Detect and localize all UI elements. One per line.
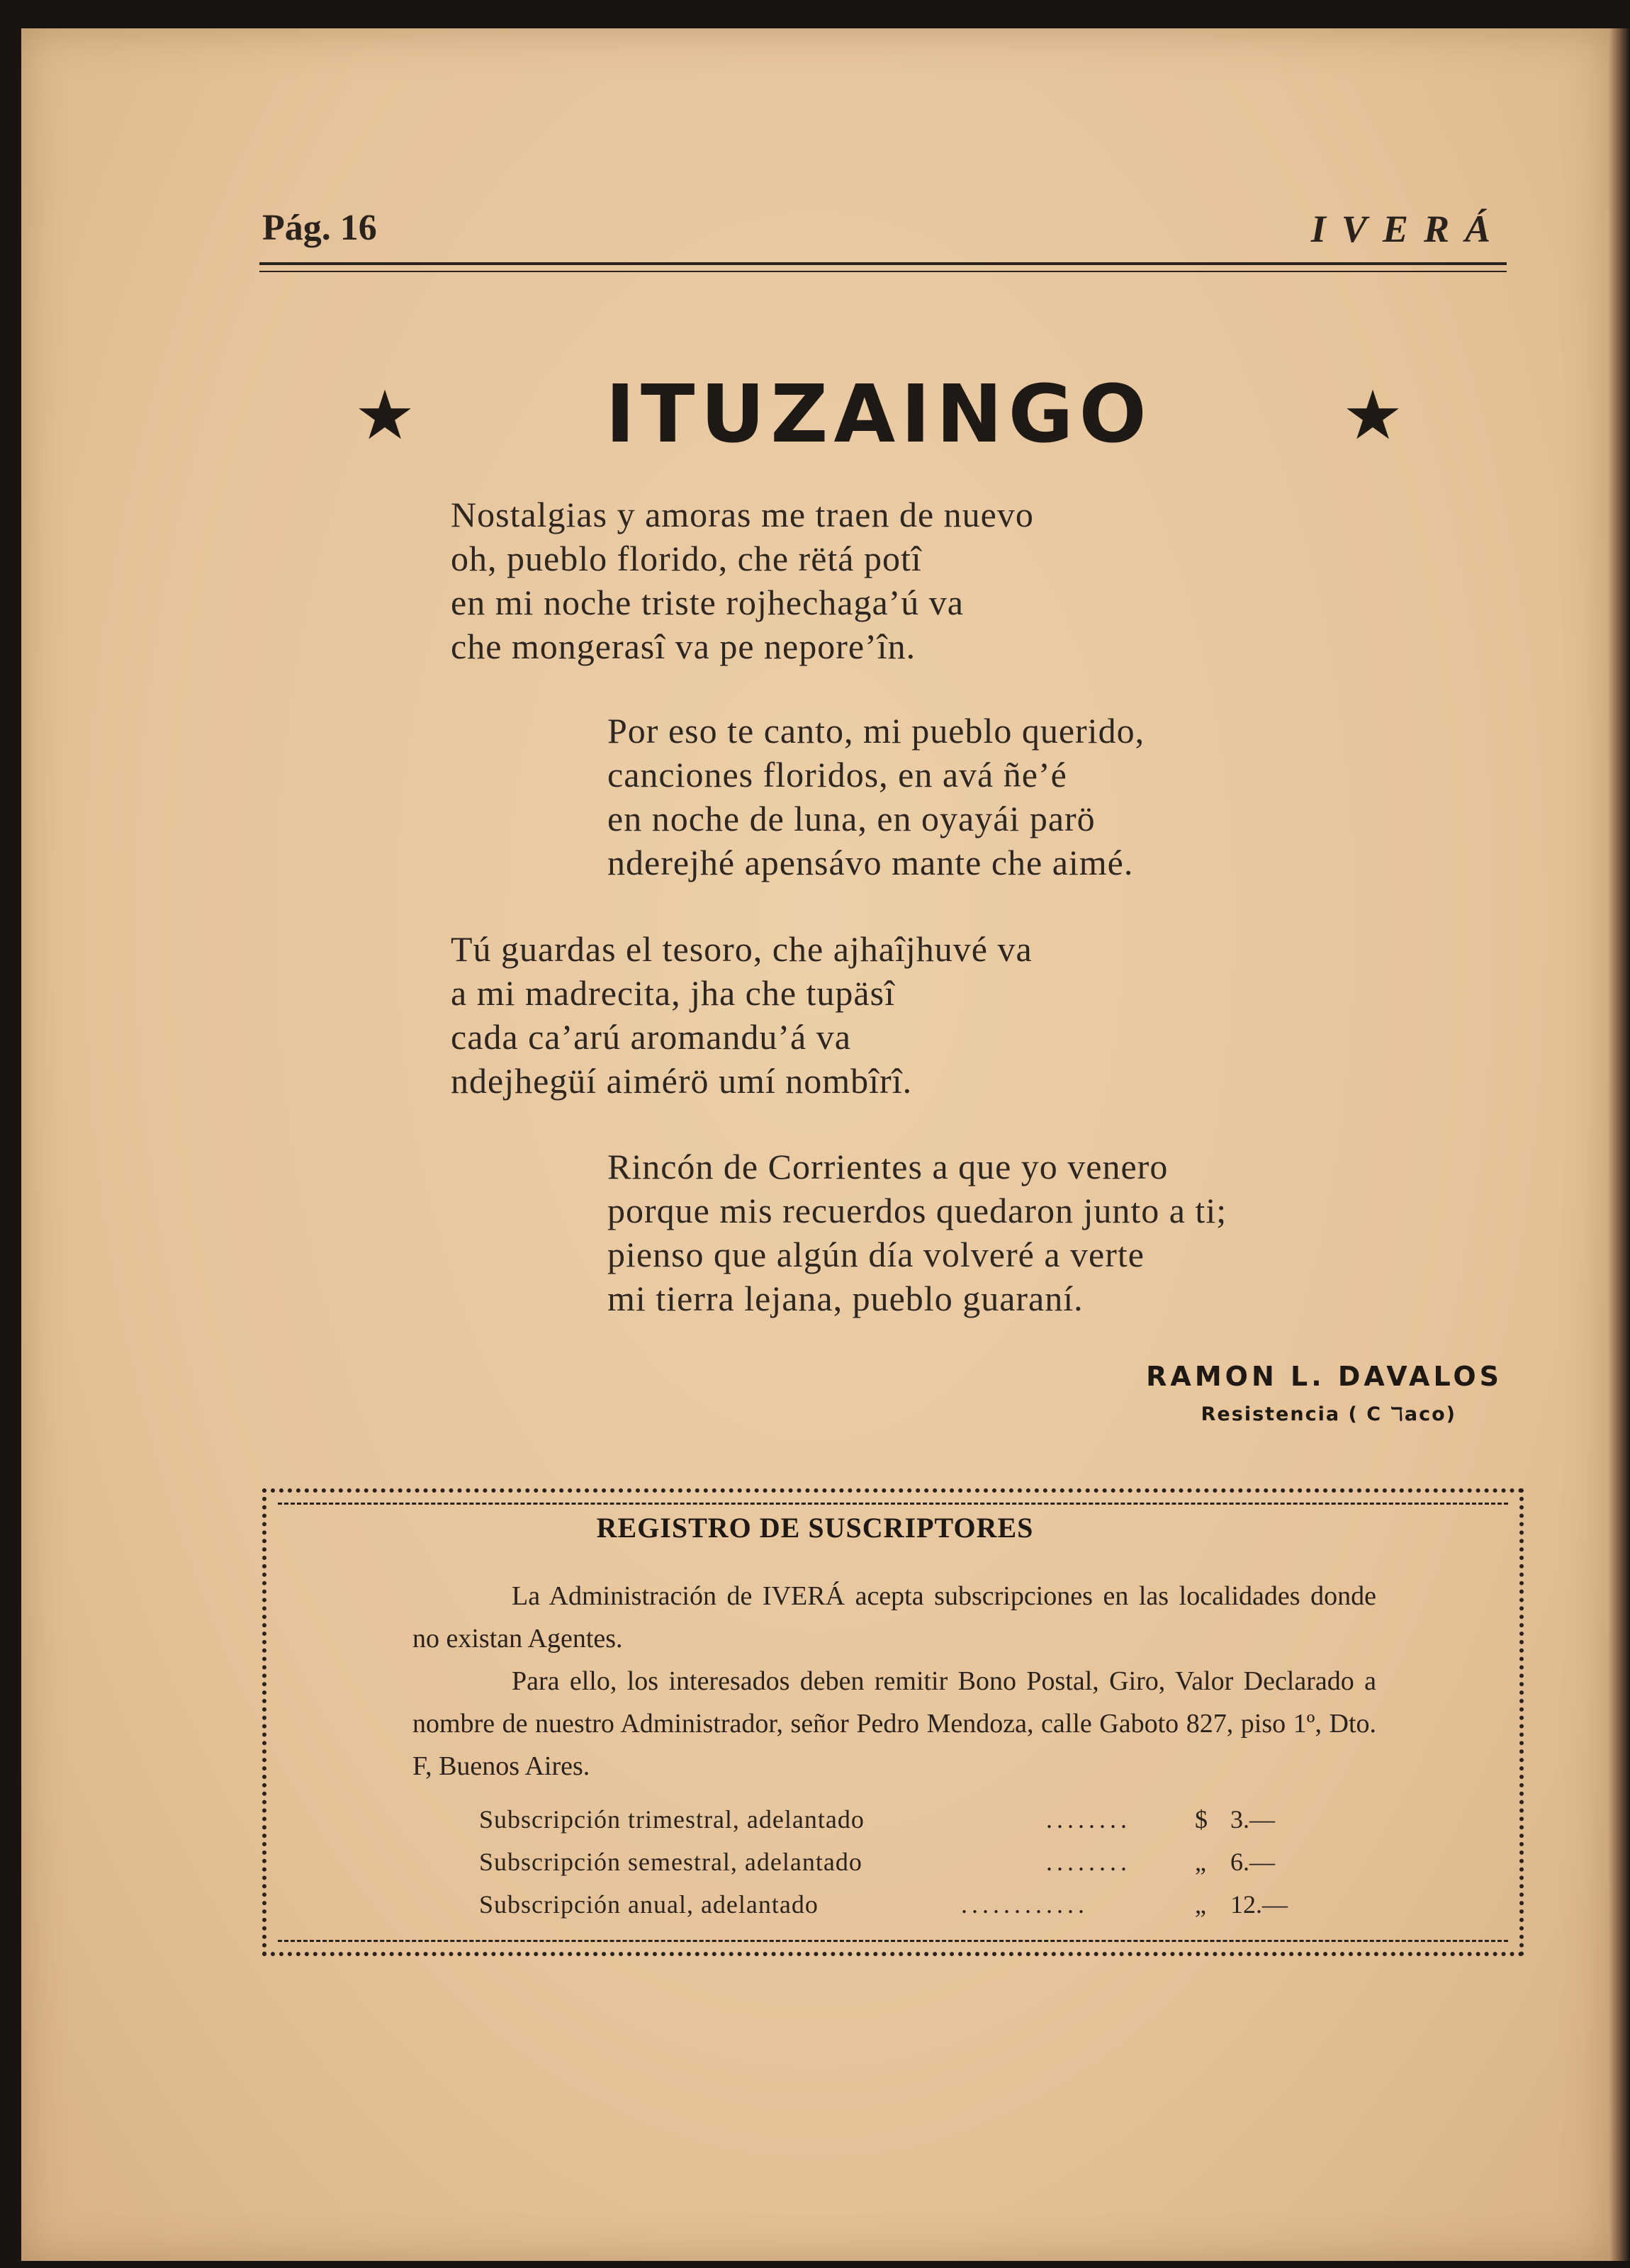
poem-line: oh, pueblo florido, che rëtá potî xyxy=(451,539,922,578)
poem-line: en mi noche triste rojhechaga’ú va xyxy=(451,583,964,622)
poem-line: porque mis recuerdos quedaron junto a ti; xyxy=(607,1191,1227,1230)
price-label: Subscripción trimestral, adelantado xyxy=(479,1805,865,1834)
poem-line: pienso que algún día volveré a verte xyxy=(607,1235,1145,1274)
page-number: Pág. 16 xyxy=(262,208,377,248)
header-rule-thick xyxy=(259,262,1507,265)
poem-line: canciones floridos, en avá ñe’é xyxy=(607,755,1067,795)
poem-line: Rincón de Corrientes a que yo venero xyxy=(607,1147,1169,1186)
registry-paragraph-2: Para ello, los interesados deben remitir Bono Postal, Giro, Valor Declarado a nombre de nuestro Administrador, señor Pedro Mendoza, calle Gaboto 827, piso 1º, Dto. F, Buenos Aires. xyxy=(412,1666,1376,1781)
leader-dots: ........ xyxy=(1046,1848,1131,1876)
poem-author: RAMON L. DAVALOS xyxy=(1146,1361,1502,1392)
poem-line: Tú guardas el tesoro, che ajhaîjhuvé va xyxy=(451,929,1033,969)
price-value: 3.— xyxy=(1230,1805,1275,1834)
price-symbol: „ xyxy=(1195,1848,1206,1876)
poem-line: cada ca’arú aromandu’á va xyxy=(451,1017,851,1057)
poem-line: mi tierra lejana, pueblo guaraní. xyxy=(607,1279,1084,1318)
price-label: Subscripción anual, adelantado xyxy=(479,1890,819,1919)
star-icon: ★ xyxy=(354,376,416,455)
price-row-quarterly xyxy=(479,1804,1330,1844)
leader-dots: ........ xyxy=(1046,1805,1131,1834)
poem-location: Resistencia ( C ℸaco) xyxy=(1201,1403,1456,1425)
page-header xyxy=(262,207,1506,257)
price-symbol: $ xyxy=(1195,1805,1208,1834)
masthead-title: IVERÁ xyxy=(1310,208,1506,250)
page-edge xyxy=(1609,28,1630,2261)
poem-stanza-1 xyxy=(451,493,1034,668)
poem-line: nderejhé apensávo mante che aimé. xyxy=(607,843,1134,882)
poem-line: Por eso te canto, mi pueblo querido, xyxy=(607,711,1145,751)
price-label: Subscripción semestral, adelantado xyxy=(479,1848,862,1876)
poem-title-row xyxy=(354,369,1403,468)
registry-paragraph-1: La Administración de IVERÁ acepta subscripciones en las localidades donde no existan Agentes. xyxy=(412,1581,1376,1654)
poem-stanza-2 xyxy=(607,709,1145,885)
price-row-semiannual xyxy=(479,1847,1330,1887)
poem-line: en noche de luna, en oyayái parö xyxy=(607,799,1096,838)
poem-line: a mi madrecita, jha che tupäsî xyxy=(451,973,895,1013)
price-row-annual xyxy=(479,1890,1330,1929)
poem-title: ITUZAINGO xyxy=(605,369,1152,461)
poem-line: che mongerasî va pe nepore’în. xyxy=(451,627,916,666)
poem-stanza-3 xyxy=(451,927,1033,1103)
star-icon: ★ xyxy=(1342,376,1403,455)
price-value: 6.— xyxy=(1230,1848,1275,1876)
price-value: 12.— xyxy=(1230,1890,1288,1919)
poem-line: Nostalgias y amoras me traen de nuevo xyxy=(451,495,1034,534)
header-rule-thin xyxy=(259,271,1507,272)
registry-title: REGISTRO DE SUSCRIPTORES xyxy=(596,1512,1034,1544)
price-symbol: „ xyxy=(1195,1890,1206,1919)
poem-stanza-4 xyxy=(607,1145,1227,1320)
poem-line: ndejhegüí aimérö umí nombîrî. xyxy=(451,1061,913,1101)
leader-dots: ............ xyxy=(961,1890,1089,1919)
